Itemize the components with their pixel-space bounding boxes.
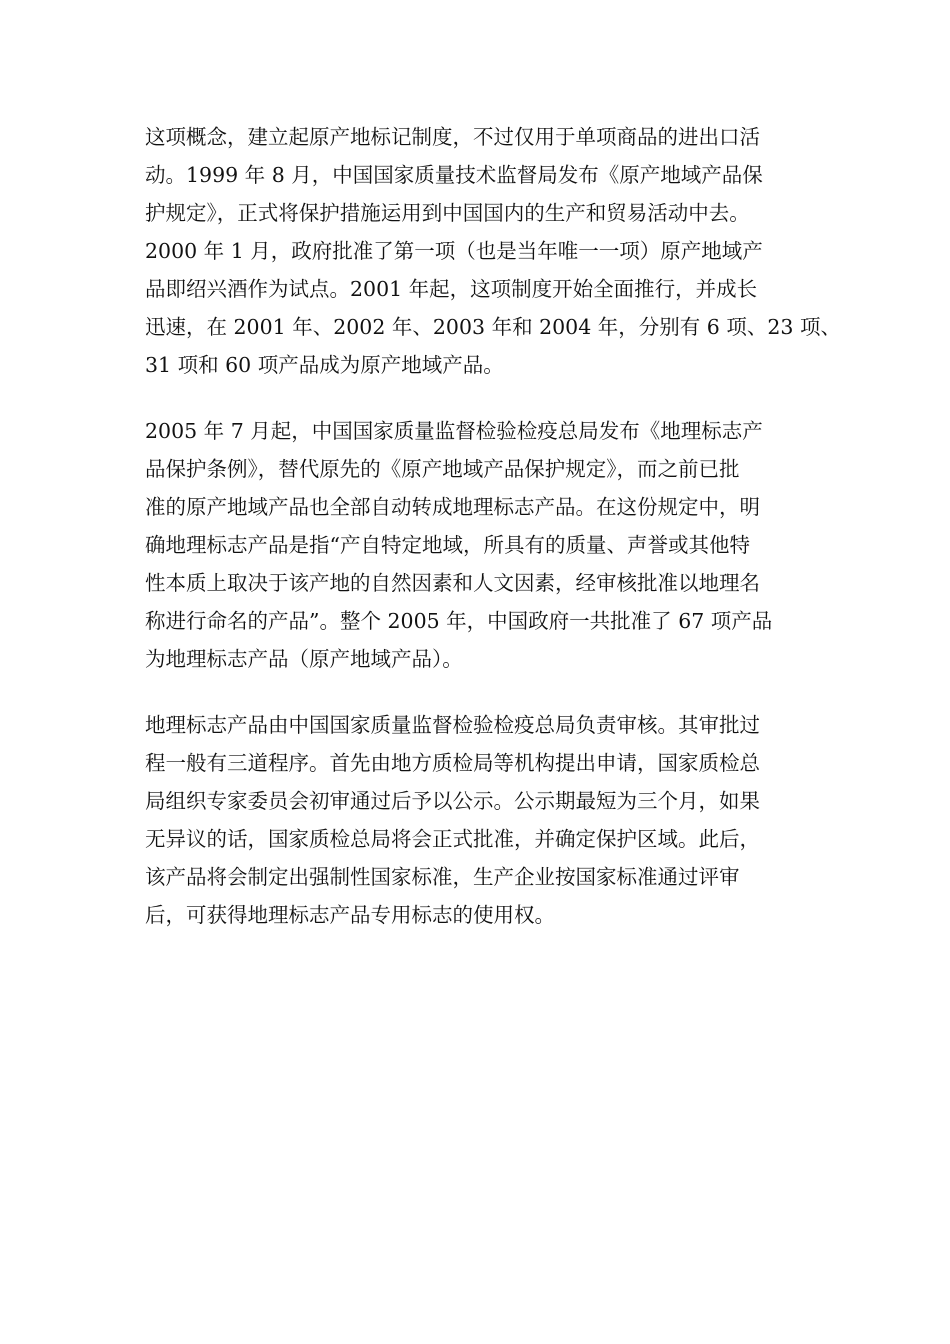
- text-line: 2005 年 7 月起，中国国家质量监督检验检疫总局发布《地理标志产: [145, 419, 763, 443]
- paragraph-approval-procedure: [145, 706, 815, 934]
- text-line: 品即绍兴酒作为试点。2001 年起，这项制度开始全面推行，并成长: [145, 277, 758, 301]
- text-line: 准的原产地域产品也全部自动转成地理标志产品。在这份规定中，明: [145, 495, 760, 519]
- text-line: 31 项和 60 项产品成为原产地域产品。: [145, 353, 504, 377]
- text-line: 迅速，在 2001 年、2002 年、2003 年和 2004 年，分别有 6 项、23 项、: [145, 315, 841, 339]
- text-line: 品保护条例》，替代原先的《原产地域产品保护规定》，而之前已批: [145, 457, 740, 481]
- text-line: 程一般有三道程序。首先由地方质检局等机构提出申请，国家质检总: [145, 751, 760, 775]
- text-line: 后，可获得地理标志产品专用标志的使用权。: [145, 903, 555, 927]
- text-line: 确地理标志产品是指“产自特定地域，所具有的质量、声誉或其他特: [145, 533, 750, 557]
- text-line: 护规定》，正式将保护措施运用到中国国内的生产和贸易活动中去。: [145, 201, 750, 225]
- text-line: 称进行命名的产品”。整个 2005 年，中国政府一共批准了 67 项产品: [145, 609, 773, 633]
- text-line: 无异议的话，国家质检总局将会正式批准，并确定保护区域。此后，: [145, 827, 760, 851]
- document-body: [145, 118, 841, 934]
- text-line: 局组织专家委员会初审通过后予以公示。公示期最短为三个月，如果: [145, 789, 760, 813]
- text-line: 该产品将会制定出强制性国家标准，生产企业按国家标准通过评审: [145, 865, 740, 889]
- paragraph-spacer: [145, 678, 815, 706]
- text-line: 2000 年 1 月，政府批准了第一项（也是当年唯一一项）原产地域产: [145, 239, 763, 263]
- text-line: 地理标志产品由中国国家质量监督检验检疫总局负责审核。其审批过: [145, 713, 760, 737]
- text-line: 这项概念，建立起原产地标记制度，不过仅用于单项商品的进出口活: [145, 125, 760, 149]
- paragraph-origin-mark-history: [145, 118, 841, 384]
- paragraph-spacer: [145, 384, 815, 412]
- text-line: 动。1999 年 8 月，中国国家质量技术监督局发布《原产地域产品保: [145, 163, 763, 187]
- text-line: 性本质上取决于该产地的自然因素和人文因素，经审核批准以地理名: [145, 571, 760, 595]
- paragraph-geographical-indication-regulation: [145, 412, 815, 678]
- text-line: 为地理标志产品（原产地域产品）。: [145, 647, 463, 671]
